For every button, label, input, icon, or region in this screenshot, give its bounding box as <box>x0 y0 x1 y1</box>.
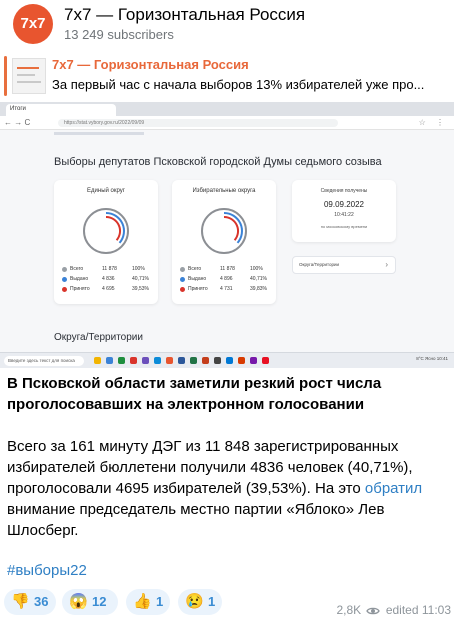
eye-icon <box>366 606 380 616</box>
thumbs-down-icon: 👎 <box>11 593 30 610</box>
app-icon <box>154 357 161 364</box>
message-body <box>7 436 451 541</box>
browser-tab-strip <box>0 102 454 116</box>
card-title: Избирательные округа <box>192 188 256 194</box>
reaction-count: 1 <box>156 594 164 609</box>
stat-total: Всего 11 878 100% <box>180 266 272 274</box>
reply-author: 7x7 — Горизонтальная Россия <box>52 57 249 72</box>
browser-nav-icons: ← → C <box>4 118 31 127</box>
scream-icon: 😱 <box>69 593 88 610</box>
app-icon <box>202 357 209 364</box>
browser-tab: Итоги <box>6 104 116 116</box>
stat-total: Всего 11 878 100% <box>62 266 154 274</box>
view-count: 2,8K <box>336 603 362 617</box>
stat-issued: Выдано 4 896 40,71% <box>180 276 272 284</box>
section-title: Округа/Территории <box>54 332 143 343</box>
taskbar-search: Введите здесь текст для поиска <box>4 356 84 366</box>
subscriber-count: 13 249 subscribers <box>64 27 174 42</box>
app-icon <box>142 357 149 364</box>
app-icon <box>106 357 113 364</box>
reaction-count: 1 <box>208 594 216 609</box>
body-text-part: Всего за 161 минуту ДЭГ из 11 848 зарегистрированных избирателей бюллетени получили 4836 человек (40,71%), проголосовали 4695 избирателей (39,53%). На это <box>7 438 413 497</box>
browser-page <box>0 130 454 352</box>
app-icon <box>166 357 173 364</box>
turnout-ring-chart <box>197 204 251 258</box>
stat-accepted: Принято 4 695 39,53% <box>62 286 154 294</box>
reaction-thumbs-up[interactable] <box>126 589 170 615</box>
channel-avatar[interactable]: 7x7 <box>13 4 53 44</box>
page-breadcrumb <box>54 132 144 135</box>
data-date: 09.09.2022 <box>323 200 365 209</box>
hashtag-link[interactable]: #выборы22 <box>7 562 87 579</box>
reply-quote[interactable] <box>4 54 452 100</box>
turnout-ring-chart <box>79 204 133 258</box>
channel-header[interactable] <box>0 0 454 46</box>
turnout-card-districts <box>172 180 276 304</box>
app-icon <box>94 357 101 364</box>
browser-url: https://stat.vybory.gov.ru/2022/09/09 <box>58 119 338 127</box>
os-taskbar <box>0 352 454 368</box>
app-icon <box>262 357 269 364</box>
page-title: Выборы депутатов Псковской городской Думы седьмого созыва <box>54 156 382 168</box>
reply-thumbnail <box>12 58 46 94</box>
crying-face-icon: 😢 <box>185 593 204 610</box>
reply-accent-bar <box>4 56 7 96</box>
message-meta <box>336 603 451 617</box>
stat-accepted: Принято 4 731 39,83% <box>180 286 272 294</box>
browser-toolbar-icons: ☆ ⋮ <box>418 118 448 127</box>
body-text-part: внимание председатель местно партии «Яблоко» Лев Шлосберг. <box>7 501 385 539</box>
app-icon <box>178 357 185 364</box>
app-icon <box>130 357 137 364</box>
territory-dropdown: Округа/Территории › <box>292 256 396 274</box>
reaction-count: 36 <box>34 594 49 609</box>
reaction-thumbs-down[interactable] <box>4 589 56 615</box>
message-photo[interactable] <box>0 102 454 368</box>
card-title: Единый округ <box>87 188 125 194</box>
browser-address-bar <box>0 116 454 130</box>
channel-title[interactable]: 7x7 — Горизонтальная Россия <box>64 5 306 24</box>
turnout-card-single <box>54 180 158 304</box>
reaction-scream[interactable] <box>62 589 118 615</box>
app-icon <box>226 357 233 364</box>
taskbar-tray: 8°C Ясно 10:41 <box>416 356 448 361</box>
reaction-count: 12 <box>92 594 107 609</box>
data-time: 10:41:22 <box>334 212 354 218</box>
source-link[interactable]: обратил <box>364 480 423 497</box>
data-timestamp-card: Сведения получены 09.09.2022 10:41:22 по московскому времени <box>292 180 396 242</box>
edited-time: edited 11:03 <box>385 603 451 617</box>
app-icon <box>190 357 197 364</box>
app-icon <box>118 357 125 364</box>
chevron-right-icon: › <box>385 260 388 269</box>
stat-issued: Выдано 4 836 40,71% <box>62 276 154 284</box>
app-icon <box>214 357 221 364</box>
message-headline: В Псковской области заметили резкий рост числа проголосовавших на электронном голосовании <box>7 375 382 413</box>
app-icon <box>250 357 257 364</box>
app-icon <box>238 357 245 364</box>
thumbs-up-icon: 👍 <box>133 593 152 610</box>
reaction-crying[interactable] <box>178 589 222 615</box>
reply-text: За первый час с начала выборов 13% избирателей уже про... <box>52 77 425 92</box>
